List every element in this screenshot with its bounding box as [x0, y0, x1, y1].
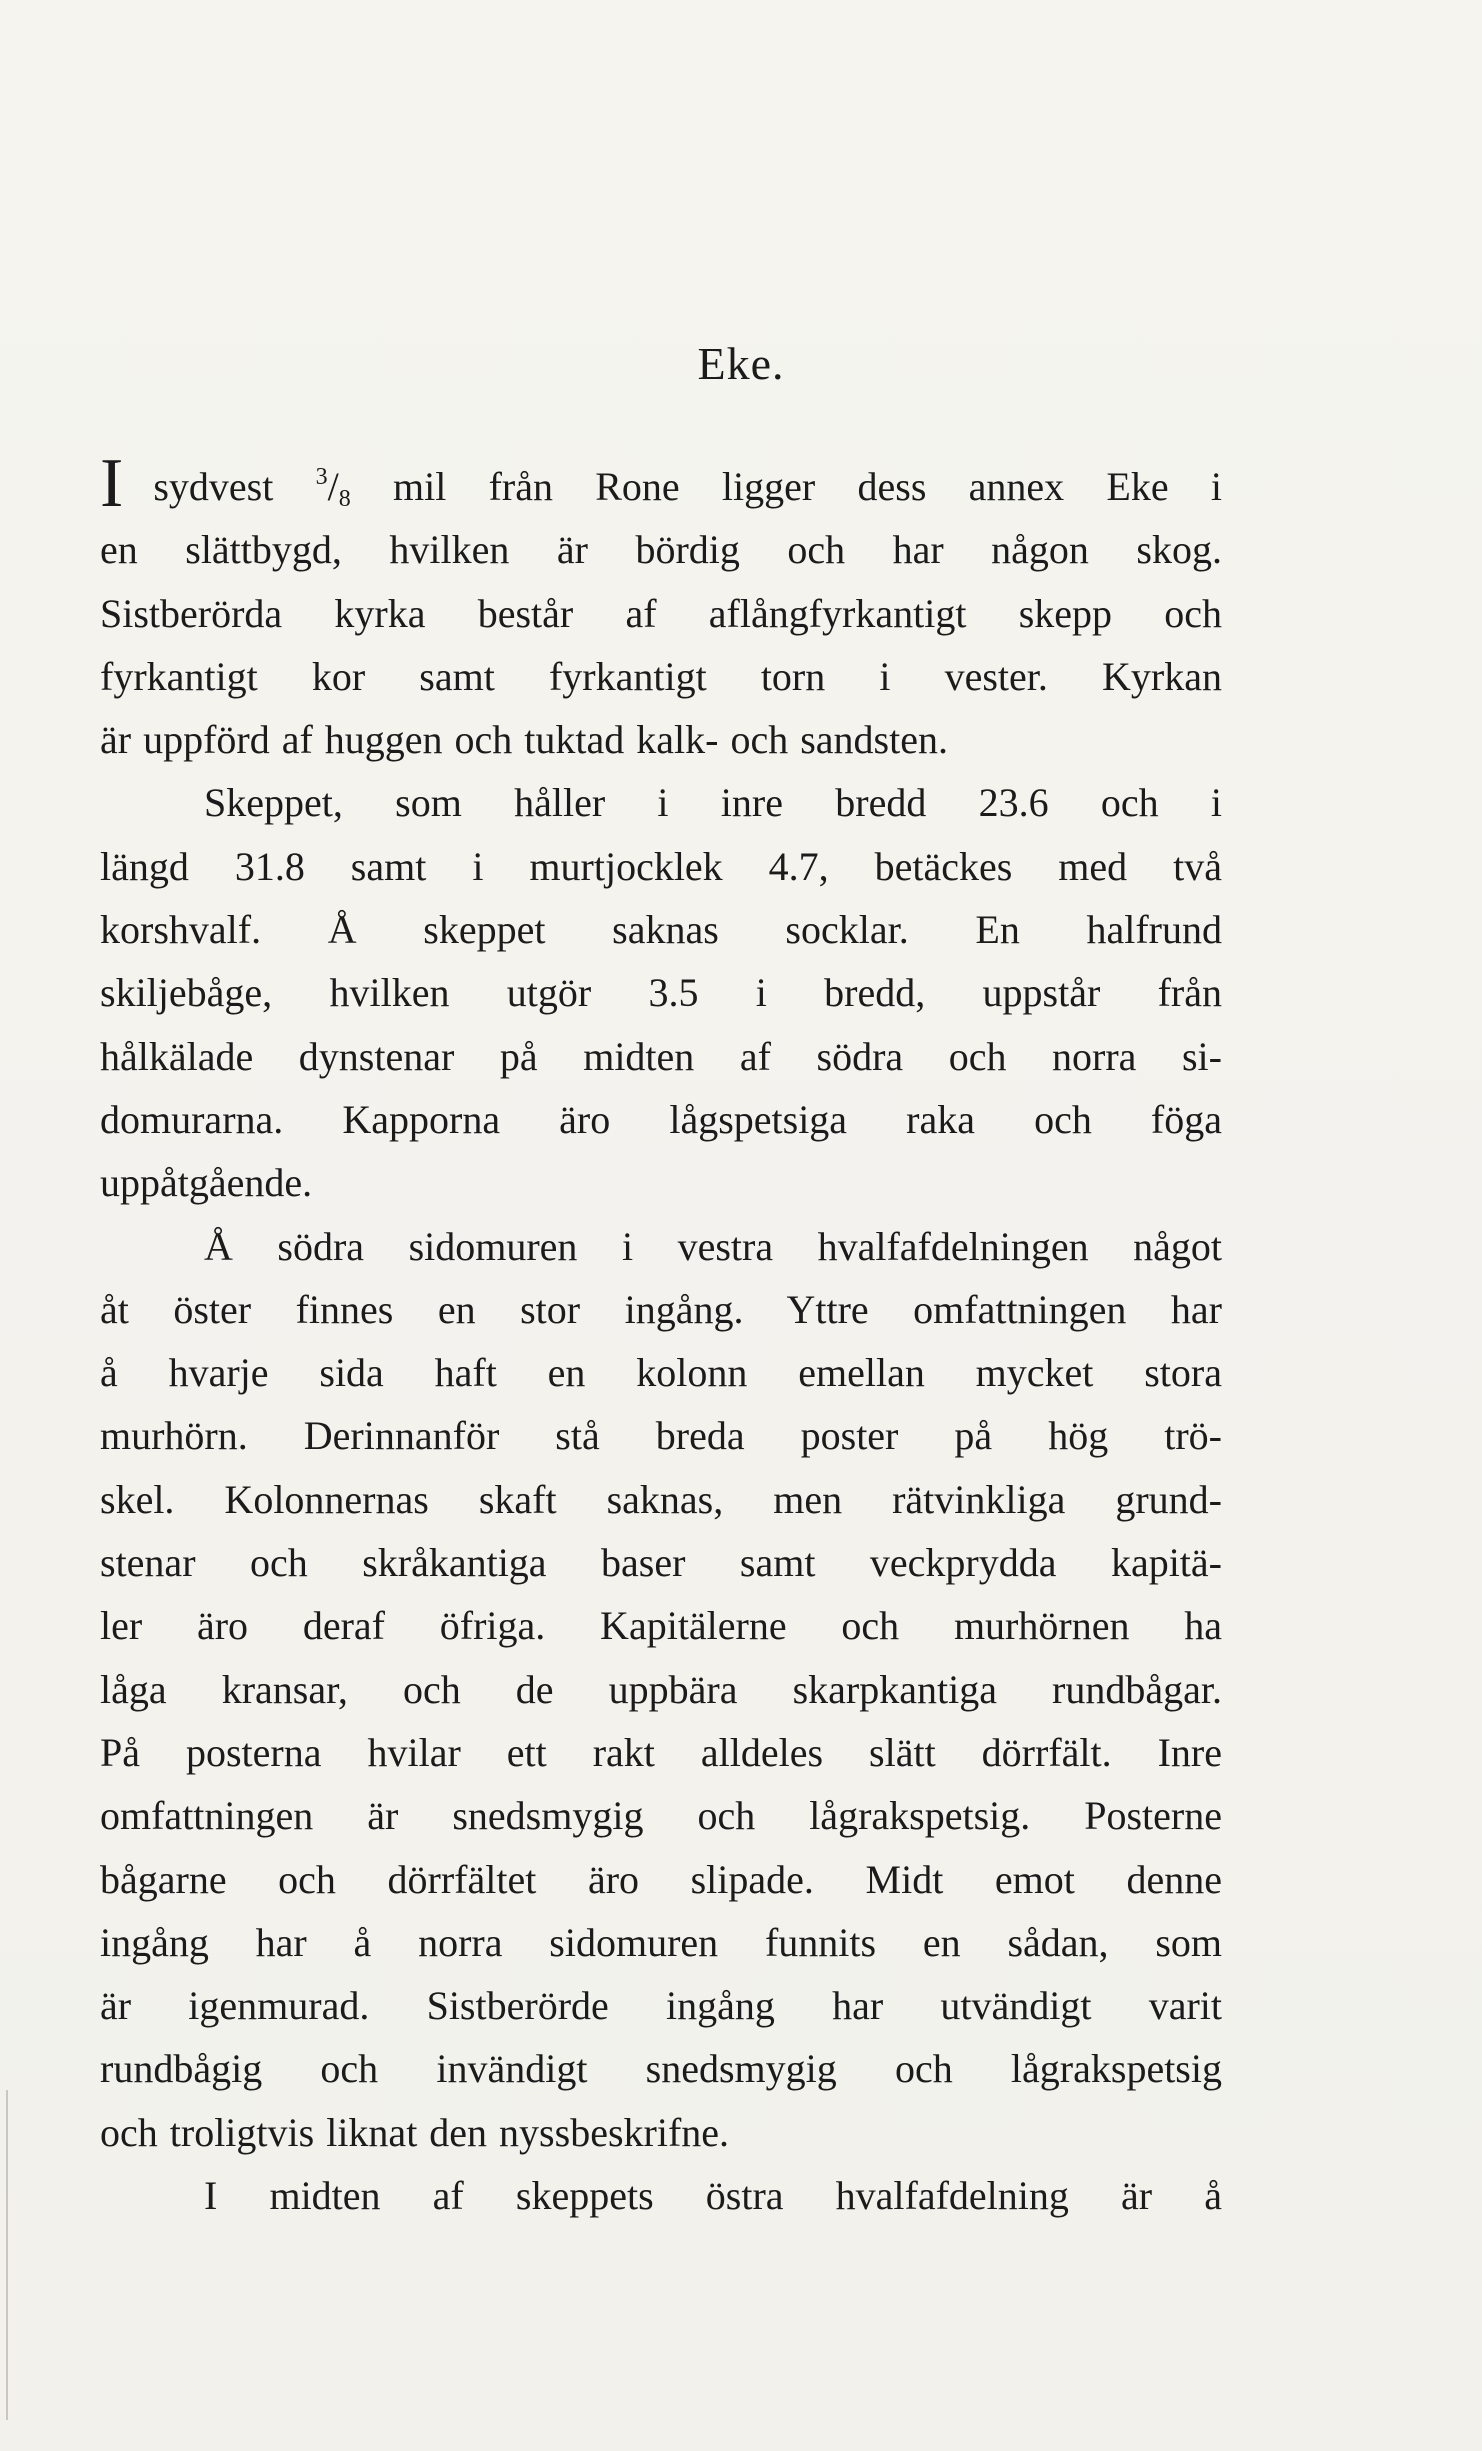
text-line: murhörn. Derinnanför stå breda poster på hög trö-: [100, 1413, 1222, 1459]
drop-cap: I: [100, 445, 124, 522]
text-line: På posterna hvilar ett rakt alldeles slätt dörrfält. Inre: [100, 1729, 1222, 1775]
text-line: åt öster finnes en stor ingång. Yttre omfattningen har: [100, 1286, 1222, 1332]
text-line: bågarne och dörrfältet äro slipade. Midt emot denne: [100, 1856, 1222, 1902]
text-line: uppåtgående.: [100, 1160, 313, 1206]
text-line: längd 31.8 samt i murtjocklek 4.7, betäckes med två: [100, 843, 1222, 889]
text-line: å hvarje sida haft en kolonn emellan mycket stora: [100, 1350, 1222, 1396]
text-line: hålkälade dynstenar på midten af södra och norra si-: [100, 1033, 1222, 1079]
text-line: låga kransar, och de uppbära skarpkantiga rundbågar.: [100, 1666, 1222, 1712]
text-line: korshvalf. Å skeppet saknas socklar. En halfrund: [100, 907, 1222, 953]
page-title: Eke.: [697, 338, 785, 389]
text-line: Sistberörda kyrka består af aflångfyrkantigt skepp och: [100, 590, 1222, 636]
text-line: stenar och skråkantiga baser samt veckprydda kapitä-: [100, 1540, 1222, 1586]
text-line: ler äro deraf öfriga. Kapitälerne och murhörnen ha: [100, 1603, 1222, 1649]
text-line: är igenmurad. Sistberörde ingång har utvändigt varit: [100, 1983, 1222, 2029]
body-text: [100, 445, 1222, 2227]
text-segment: mil från Rone ligger dess annex Eke i: [392, 464, 1222, 509]
text-line: fyrkantigt kor samt fyrkantigt torn i vester. Kyrkan: [100, 653, 1222, 699]
text-line: Å södra sidomuren i vestra hvalfafdelningen något: [204, 1223, 1222, 1269]
text-line: skiljebåge, hvilken utgör 3.5 i bredd, uppstår från: [100, 970, 1222, 1016]
text-line: skel. Kolonnernas skaft saknas, men rätvinkliga grund-: [100, 1476, 1222, 1522]
text-line: en slättbygd, hvilken är bördig och har någon skog.: [100, 527, 1222, 573]
text-line: ingång har å norra sidomuren funnits en sådan, som: [100, 1919, 1222, 1965]
text-line: och troligtvis liknat den nyssbeskrifne.: [100, 2109, 730, 2155]
fraction-denominator: 8: [338, 486, 351, 512]
paragraph-1-first-line: [100, 445, 1222, 522]
text-line: är uppförd af huggen och tuktad kalk- och sandsten.: [100, 717, 948, 763]
text-segment: sydvest: [153, 464, 274, 509]
fraction-slash: /: [327, 464, 339, 509]
fraction-numerator: 3: [315, 464, 328, 490]
text-line: I midten af skeppets östra hvalfafdelning är å: [204, 2173, 1222, 2219]
fraction: [315, 464, 351, 512]
text-line: rundbågig och invändigt snedsmygig och lågrakspetsig: [100, 2046, 1222, 2092]
page-edge-shadow: [6, 2090, 8, 2420]
text-line: Skeppet, som håller i inre bredd 23.6 och i: [204, 780, 1222, 826]
text-line: omfattningen är snedsmygig och lågrakspetsig. Posterne: [100, 1793, 1222, 1839]
text-line: domurarna. Kapporna äro lågspetsiga raka och föga: [100, 1096, 1222, 1142]
